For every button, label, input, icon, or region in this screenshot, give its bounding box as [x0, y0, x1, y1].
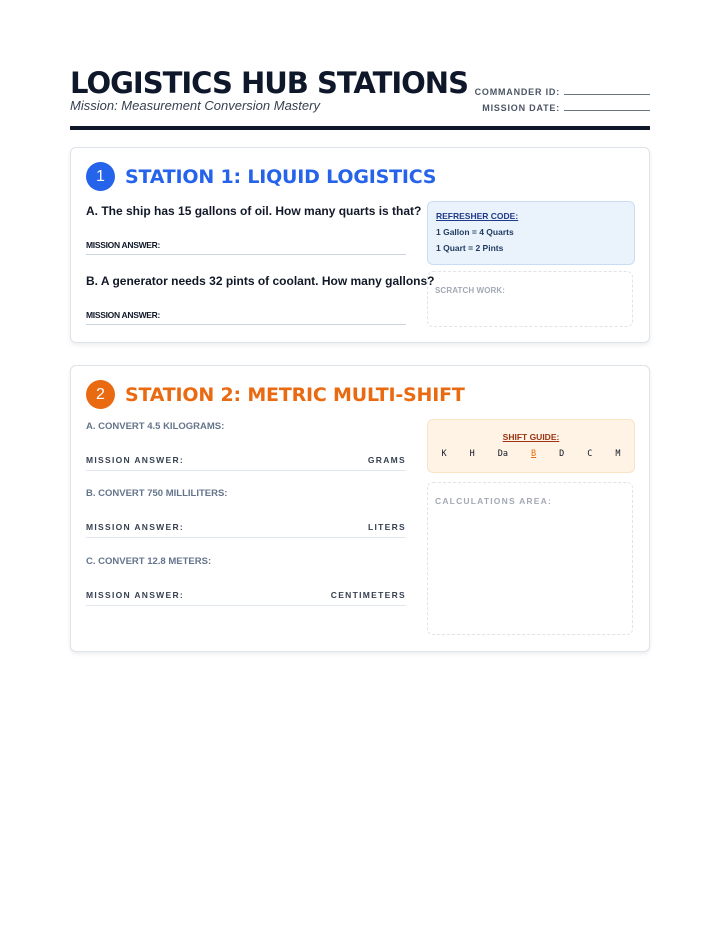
station-2-card	[70, 365, 650, 652]
page-title: LOGISTICS HUB STATIONS	[70, 66, 468, 100]
station-1-question-b: B. A generator needs 32 pints of coolant. How many gallons?	[86, 274, 435, 288]
commander-id-blank[interactable]	[564, 85, 650, 95]
station-2-answer-c[interactable]	[86, 588, 406, 606]
station-1-badge: 1	[86, 162, 115, 191]
answer-label: MISSION ANSWER:	[86, 455, 185, 465]
commander-id-label: COMMANDER ID:	[474, 87, 560, 97]
station-1-title: STATION 1: LIQUID LOGISTICS	[125, 166, 437, 188]
answer-unit: LITERS	[367, 522, 406, 532]
answer-label: MISSION ANSWER:	[86, 590, 185, 600]
station-1-card	[70, 147, 650, 343]
mission-date-field	[475, 101, 650, 117]
station-2-problem-c: C. CONVERT 12.8 METERS:	[86, 556, 212, 567]
calculations-label: CALCULATIONS AREA:	[435, 496, 552, 506]
answer-label: MISSION ANSWER:	[86, 310, 161, 320]
station-2-title: STATION 2: METRIC MULTI-SHIFT	[125, 384, 465, 406]
shift-guide-units	[430, 449, 632, 459]
mission-date-blank[interactable]	[564, 101, 650, 111]
refresher-line-2: 1 Quart = 2 Pints	[436, 243, 504, 253]
unit-base: B	[531, 449, 537, 459]
refresher-code-box	[427, 201, 635, 265]
unit-deca: Da	[497, 449, 508, 459]
scratch-work-area[interactable]	[427, 271, 633, 327]
shift-guide-box	[427, 419, 635, 473]
station-2-answer-b[interactable]	[86, 520, 406, 538]
unit-milli: M	[615, 449, 621, 459]
station-1-question-a: A. The ship has 15 gallons of oil. How many quarts is that?	[86, 204, 422, 218]
page-subtitle: Mission: Measurement Conversion Mastery	[70, 98, 320, 113]
unit-deci: D	[559, 449, 565, 459]
station-2-answer-a[interactable]	[86, 453, 406, 471]
station-2-problem-b: B. CONVERT 750 MILLILITERS:	[86, 488, 228, 499]
header-meta	[475, 85, 650, 117]
station-1-answer-a[interactable]	[86, 239, 406, 255]
unit-kilo: K	[441, 449, 447, 459]
station-2-badge: 2	[86, 380, 115, 409]
mission-date-label: MISSION DATE:	[482, 103, 560, 113]
unit-centi: C	[587, 449, 593, 459]
answer-unit: CENTIMETERS	[330, 590, 406, 600]
scratch-work-label: SCRATCH WORK:	[435, 286, 506, 295]
shift-guide-heading: SHIFT GUIDE:	[502, 432, 560, 442]
answer-label: MISSION ANSWER:	[86, 240, 161, 250]
refresher-heading: REFRESHER CODE:	[436, 211, 519, 221]
refresher-line-1: 1 Gallon = 4 Quarts	[436, 227, 514, 237]
answer-label: MISSION ANSWER:	[86, 522, 185, 532]
commander-id-field	[475, 85, 650, 101]
answer-unit: GRAMS	[367, 455, 406, 465]
station-1-answer-b[interactable]	[86, 309, 406, 325]
station-2-problem-a: A. CONVERT 4.5 KILOGRAMS:	[86, 421, 225, 432]
unit-hecto: H	[469, 449, 475, 459]
calculations-area[interactable]	[427, 482, 633, 635]
header	[70, 66, 650, 130]
worksheet-page	[70, 66, 650, 600]
